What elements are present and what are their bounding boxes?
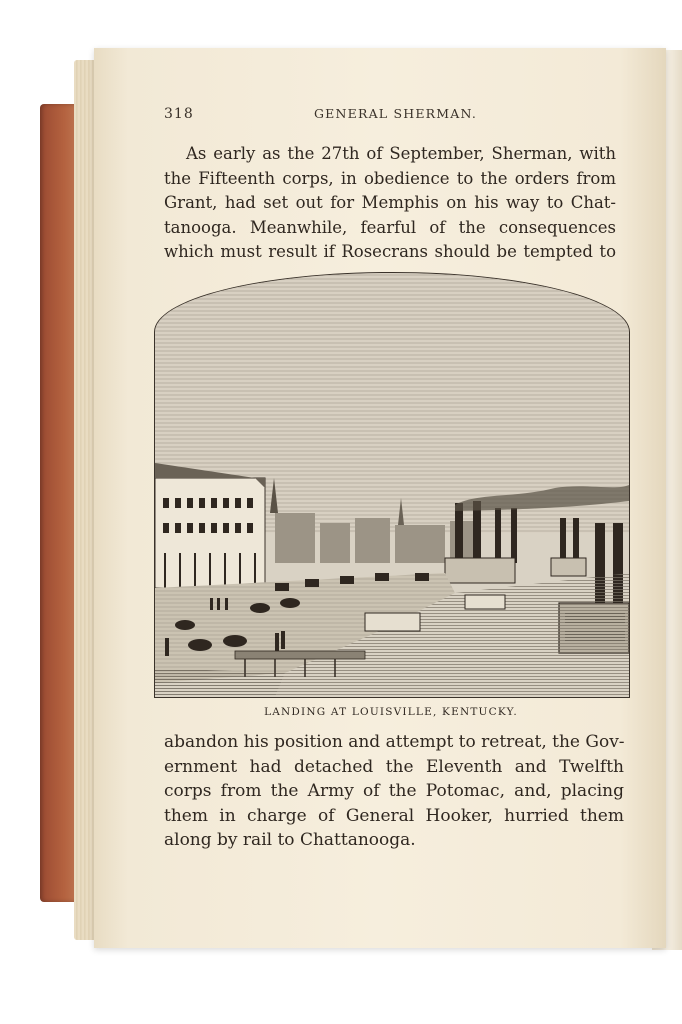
paragraph-bottom: [164, 730, 624, 853]
text-line: which must result if Rosecrans should be tempted to: [164, 242, 616, 261]
text-line: corps from the Army of the Potomac, and, placing: [164, 781, 624, 801]
text-line: Grant, had set out for Memphis on his way to Chat-: [164, 193, 616, 212]
book-page: [94, 48, 666, 948]
text-line: the Fifteenth corps, in obedience to the orders from: [164, 168, 616, 188]
engraving-illustration: [154, 272, 630, 698]
text-line: along by rail to Chattanooga.: [164, 830, 416, 850]
text-line: As early as the 27th of September, Sherman, with: [186, 144, 616, 163]
illustration-caption: LANDING AT LOUISVILLE, KENTUCKY.: [264, 706, 518, 718]
page-number: 318: [164, 106, 194, 122]
running-head-title: GENERAL SHERMAN.: [314, 106, 478, 121]
paragraph-top: [164, 142, 616, 265]
text-line: tanooga. Meanwhile, fearful of the consequences: [164, 217, 616, 237]
text-line: them in charge of General Hooker, hurried them: [164, 805, 624, 826]
running-head: [164, 106, 634, 126]
text-line: abandon his position and attempt to retreat, the Gov-: [164, 732, 625, 752]
engraving-landing-scene: [155, 273, 629, 697]
text-line: ernment had detached the Eleventh and Twelfth: [164, 756, 624, 777]
